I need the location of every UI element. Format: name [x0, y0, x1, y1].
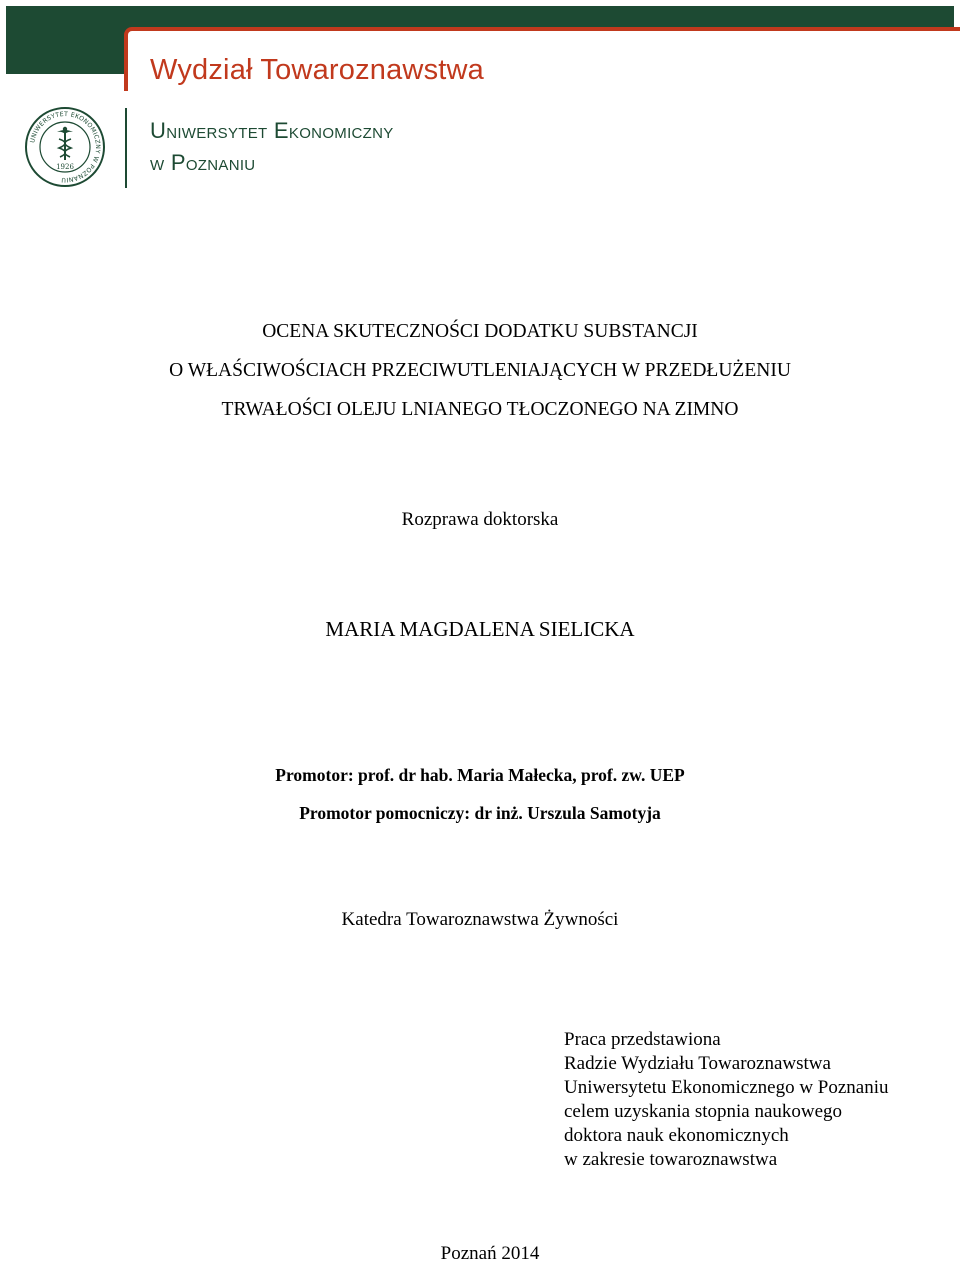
- thesis-title-line2: O WŁAŚCIWOŚCIACH PRZECIWUTLENIAJĄCYCH W PRZEDŁUŻENIU: [169, 360, 791, 381]
- university-name-line2: w Poznaniu: [150, 150, 256, 175]
- promotor: Promotor: prof. dr hab. Maria Małecka, prof. zw. UEP: [275, 765, 685, 785]
- department: Katedra Towaroznawstwa Żywności: [341, 909, 619, 930]
- submission-line: w zakresie towaroznawstwa: [564, 1149, 778, 1170]
- faculty-name: Wydział Towaroznawstwa: [150, 54, 485, 86]
- university-name-line1: Uniwersytet Ekonomiczny: [150, 118, 394, 143]
- submission-line: Praca przedstawiona: [564, 1029, 721, 1050]
- thesis-type: Rozprawa doktorska: [401, 509, 559, 530]
- seal-ring-text: UNIWERSYTET EKONOMICZNY W POZNANIU: [29, 110, 102, 184]
- thesis-title-line3: TRWAŁOŚCI OLEJU LNIANEGO TŁOCZONEGO NA ZIMNO: [221, 399, 739, 420]
- university-seal-logo: [24, 106, 106, 188]
- submission-statement: [564, 1028, 889, 1172]
- submission-line: doktora nauk ekonomicznych: [564, 1125, 789, 1146]
- thesis-title-line1: OCENA SKUTECZNOŚCI DODATKU SUBSTANCJI: [262, 321, 698, 342]
- submission-line: celem uzyskania stopnia naukowego: [564, 1101, 843, 1122]
- logo-divider: [125, 108, 127, 188]
- seal-year: 1926: [56, 163, 74, 171]
- author-name: MARIA MAGDALENA SIELICKA: [325, 617, 635, 641]
- submission-line: Radzie Wydziału Towaroznawstwa: [564, 1053, 831, 1074]
- submission-line: Uniwersytetu Ekonomicznego w Poznaniu: [564, 1077, 889, 1098]
- co-promotor: Promotor pomocniczy: dr inż. Urszula Samotyja: [299, 803, 661, 823]
- place-and-year: Poznań 2014: [440, 1243, 540, 1264]
